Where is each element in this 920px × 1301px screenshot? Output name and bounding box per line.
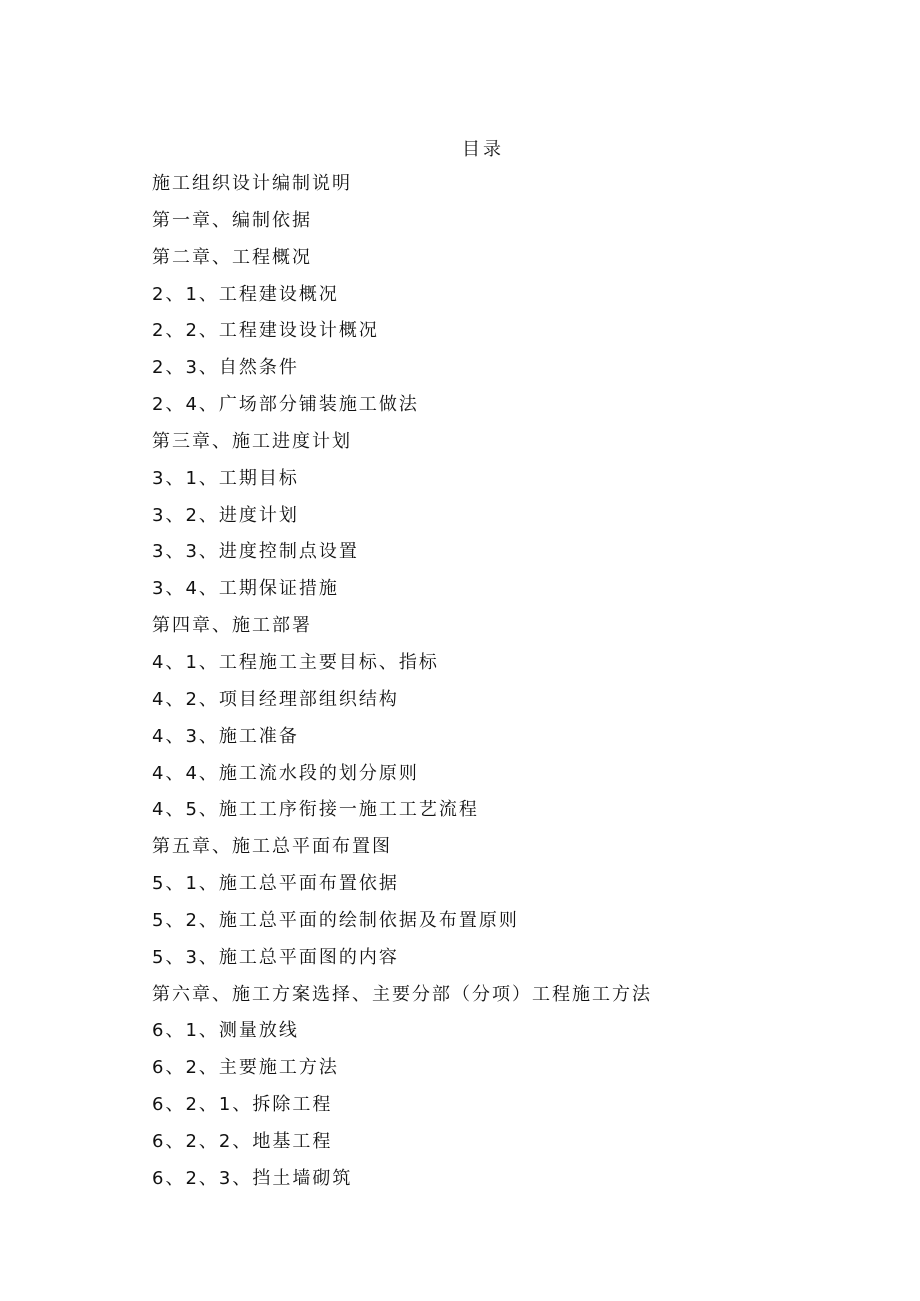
- toc-entry: 6、2、3、挡土墙砌筑: [152, 1167, 353, 1189]
- toc-entry: 2、2、工程建设设计概况: [152, 320, 379, 342]
- toc-title: 目录: [462, 139, 504, 160]
- toc-entry: 6、2、2、地基工程: [152, 1130, 333, 1152]
- toc-entry: 4、3、施工准备: [152, 725, 299, 747]
- toc-entry: 6、1、测量放线: [152, 1020, 299, 1042]
- toc-entry: 6、2、主要施工方法: [152, 1057, 339, 1079]
- toc-entry: 第四章、施工部署: [152, 615, 312, 637]
- toc-entry: 6、2、1、拆除工程: [152, 1094, 333, 1116]
- toc-entry: 4、4、施工流水段的划分原则: [152, 762, 419, 784]
- toc-entry: 5、2、施工总平面的绘制依据及布置原则: [152, 909, 519, 931]
- toc-entry: 第六章、施工方案选择、主要分部（分项）工程施工方法: [152, 983, 652, 1005]
- toc-entry: 2、4、广场部分铺装施工做法: [152, 394, 419, 416]
- toc-entry: 第三章、施工进度计划: [152, 430, 352, 452]
- toc-entry: 5、3、施工总平面图的内容: [152, 946, 399, 968]
- toc-entry: 第五章、施工总平面布置图: [152, 836, 392, 858]
- toc-entry: 第一章、编制依据: [152, 209, 312, 231]
- toc-entry: 4、2、项目经理部组织结构: [152, 688, 399, 710]
- toc-entry: 2、1、工程建设概况: [152, 283, 339, 305]
- toc-entry: 4、1、工程施工主要目标、指标: [152, 651, 439, 673]
- toc-entry: 2、3、自然条件: [152, 357, 299, 379]
- toc-entry: 第二章、工程概况: [152, 246, 312, 268]
- toc-entry: 3、3、进度控制点设置: [152, 541, 359, 563]
- toc-list: [152, 166, 852, 1198]
- toc-entry: 4、5、施工工序衔接一施工工艺流程: [152, 799, 479, 821]
- toc-entry: 施工组织设计编制说明: [152, 173, 352, 194]
- toc-entry: 3、4、工期保证措施: [152, 578, 339, 600]
- toc-entry: 3、2、进度计划: [152, 504, 299, 526]
- toc-entry: 5、1、施工总平面布置依据: [152, 873, 399, 895]
- toc-entry: 3、1、工期目标: [152, 467, 299, 489]
